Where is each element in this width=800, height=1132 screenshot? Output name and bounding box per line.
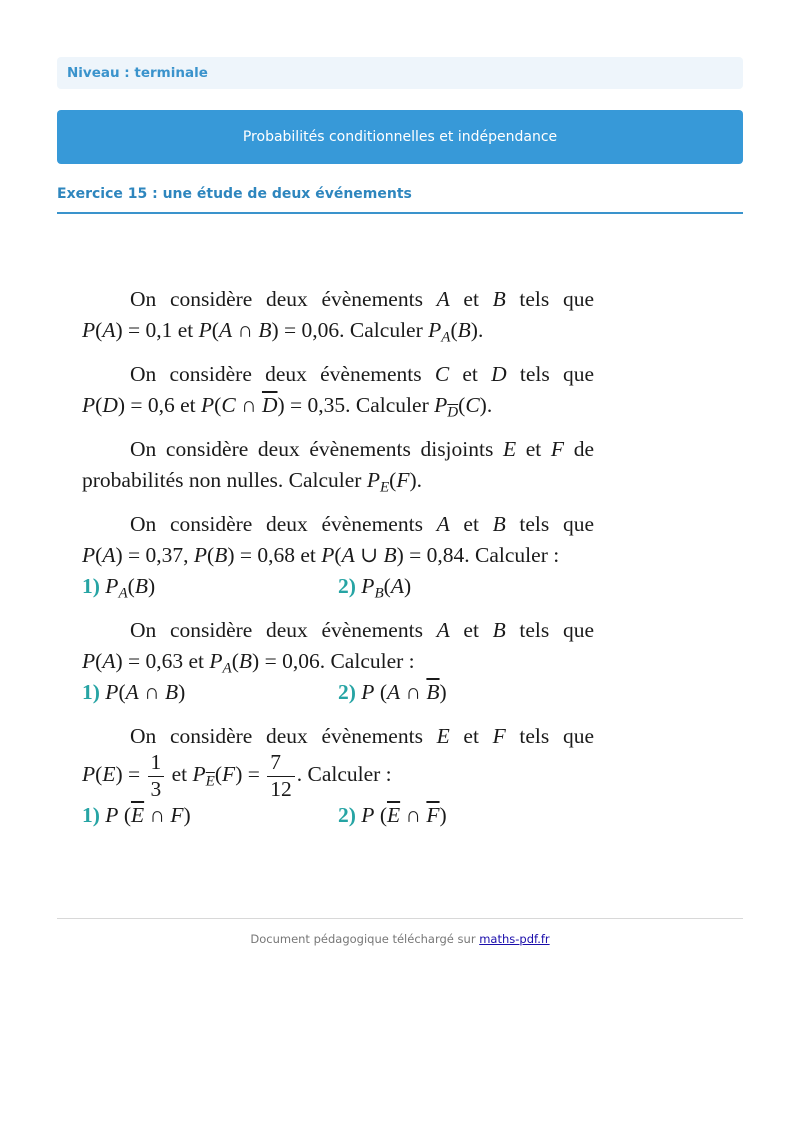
exercise-title: Exercice 15 : une étude de deux événements — [57, 186, 412, 202]
question-number: 1) — [82, 574, 100, 598]
exercise-paragraph: On considère deux évènements C et D tels que P(D) = 0,6 et P(C ∩ $\overline{D}) = 0,35$. Calculer $P_{\overline{D}}(C)$. — [82, 362, 594, 421]
level-badge: Niveau : terminale — [57, 57, 743, 89]
course-title-banner: Probabilités conditionnelles et indépendance — [57, 110, 743, 164]
question-number: 1) — [82, 680, 100, 704]
question-number: 2) — [338, 680, 356, 704]
footer-divider — [57, 918, 743, 919]
exercise-paragraph: On considère deux évènements disjoints E et F de probabilités non nulles. Calculer $P_E(F)$. — [82, 437, 594, 496]
exercise-paragraph: On considère deux évènements A et B tels que P(A) = 0,63 et $P_A(B) = 0,06$. Calculer : 1) P(A ∩ B) 2) P (A ∩ $\overline{B}$) — [82, 618, 594, 704]
fraction: $\frac{1}{3}$ — [148, 752, 165, 800]
question-number: 2) — [338, 803, 356, 827]
exercise-paragraph: On considère deux évènements A et B tels que P(A) = 0,37, P(B) = 0,68 et P(A ∪ B) = 0,84. Calculer : 1) $P_A(B)$ 2) $P_B(A)$ — [82, 512, 594, 602]
footer — [57, 932, 743, 946]
exercise-paragraph: On considère deux évènements A et B tels que P(A) = 0,1 et P(A ∩ B) = 0,06. Calculer $P_A(B)$. — [82, 287, 594, 346]
footer-link[interactable]: maths-pdf.fr — [479, 932, 550, 946]
question-number: 2) — [338, 574, 356, 598]
exercise-body — [82, 284, 594, 831]
question-number: 1) — [82, 803, 100, 827]
exercise-paragraph: On considère deux évènements E et F tels que P(E) = $\frac{1}{3}$ et $P_{\overline{E}}(F)$ = $\frac{7}{12}$ . Calculer : 1) P ($\overline{E}$ ∩ F) 2) P ($\overline{E}$ ∩ $\overline{F}$) — [82, 724, 594, 827]
title-underline — [57, 212, 743, 214]
fraction: $\frac{7}{12}$ — [267, 752, 295, 800]
footer-text: Document pédagogique téléchargé sur — [250, 932, 480, 946]
